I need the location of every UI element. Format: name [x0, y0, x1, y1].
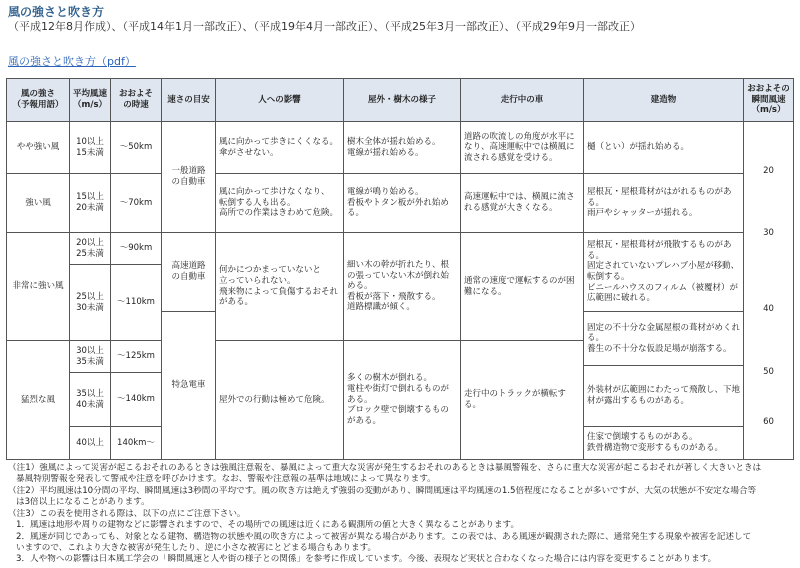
header-approx-kmh: おおよそ の時速	[110, 78, 162, 122]
building-cell: 外装材が広範囲にわたって飛散し、下地材が露出するものがある。	[583, 365, 744, 427]
kmh-value: ～140km	[110, 372, 162, 427]
human-impact-cell: 風に向かって歩きにくくなる。 傘がさせない。	[215, 121, 344, 174]
header-gust-speed: おおよその 瞬間風速 （m/s）	[743, 78, 794, 122]
kmh-value: ～70km	[110, 173, 162, 233]
note-line: （注3）この表を使用される際は、以下の点にご注意下さい。	[8, 508, 246, 519]
building-cell: 固定の不十分な金属屋根の葺材がめくれる。 養生の不十分な仮設足場が崩落する。	[583, 311, 744, 366]
page-title: 風の強さと吹き方	[8, 5, 105, 19]
building-cell: 屋根瓦・屋根葺材が飛散するものがある。 固定されていないプレハブ小屋が移動、転倒する。 ビニールハウスのフィルム（被覆材）が広範囲に破れる。	[583, 232, 744, 312]
human-impact-cell: 風に向かって歩けなくなり、 転倒する人も出る。 高所での作業はきわめて危険。	[215, 173, 344, 233]
header-buildings: 建造物	[583, 78, 744, 122]
revision-history: （平成12年8月作成）、（平成14年1月一部改正）、（平成19年4月一部改正）、（平成25年3月一部改正）、（平成29年9月一部改正）	[8, 20, 641, 33]
note-line: いますので、これより大きな被害が発生したり、逆に小さな被害にとどまる場合もあります。	[16, 542, 377, 553]
moving-car-cell: 高速運転中では、横風に流される感覚が大きくなる。	[460, 173, 584, 233]
kmh-value: 140km～	[110, 426, 162, 460]
kmh-value: ～50km	[110, 121, 162, 174]
pdf-download-link[interactable]: 風の強さと吹き方（pdf）	[8, 55, 136, 68]
header-average-speed: 平均風速 （m/s）	[69, 78, 111, 122]
header-strength: 風の強さ （予報用語）	[6, 78, 70, 122]
kmh-value: ～125km	[110, 340, 162, 373]
human-impact-cell: 何かにつかまっていないと 立っていられない。 飛来物によって負傷するおそれがある。	[215, 232, 344, 341]
note-line: 暴風特別警報を発表して警戒や注意を呼びかけます。なお、警報や注意報の基準は地域によって異なります。	[16, 474, 436, 485]
note-line: は3倍以上になることがあります。	[16, 497, 150, 508]
building-cell: 屋根瓦・屋根葺材がはがれるものがある。 雨戸やシャッターが揺れる。	[583, 173, 744, 233]
outdoor-trees-cell: 細い木の幹が折れたり、根の張っていない木が倒れ始める。 看板が落下・飛散する。 道路標識が傾く。	[343, 232, 461, 341]
header-moving-car: 走行中の車	[460, 78, 584, 122]
gust-speed-value: 30	[763, 227, 774, 238]
table-notes	[8, 463, 794, 566]
wind-strength-table	[6, 78, 794, 508]
average-speed-row: 15以上 20未満	[69, 173, 111, 233]
gust-speed-value: 50	[763, 366, 774, 377]
moving-car-cell: 通常の速度で運転するのが困難になる。	[460, 232, 584, 341]
strength-strong: 強い風	[6, 173, 70, 233]
human-impact-cell: 屋外での行動は極めて危険。	[215, 340, 344, 460]
note-line: 1．風速は地形や周りの建物などに影響されますので、その場所での風速は近くにある観測所の値と大きく異なることがあります。	[16, 520, 520, 531]
header-human-impact: 人への影響	[215, 78, 344, 122]
gust-speed-value: 60	[763, 416, 774, 427]
note-line: （注1）強風によって災害が起こるおそれのあるときは強風注意報を、暴風によって重大な災害が発生するおそれのあるときは暴風警報を、さらに重大な災害が起こるおそれが著しく大きいときは	[8, 463, 762, 473]
kmh-value: ～90km	[110, 232, 162, 265]
note-line: 3．人や物への影響は日本風工学会の「瞬間風速と人や街の様子との関係」を参考に作成しています。今後、表現など実状と合わなくなった場合には内容を変更することがあります。	[16, 554, 717, 565]
outdoor-trees-cell: 電線が鳴り始める。 看板やトタン板が外れ始める。	[343, 173, 461, 233]
average-speed-row: 25以上 30未満	[69, 264, 111, 341]
header-outdoor-trees: 屋外・樹木の様子	[343, 78, 461, 122]
note-line: （注2）平均風速は10分間の平均、瞬間風速は3秒間の平均です。風の吹き方は絶えず強弱の変動があり、瞬間風速は平均風速の1.5倍程度になることが多いですが、大気の状態が不安定な場合等	[8, 485, 757, 496]
strength-very-strong: 非常に強い風	[6, 232, 70, 341]
average-speed-row: 10以上 15未満	[69, 121, 111, 174]
speed-ref-express-train: 特急電車	[161, 311, 216, 460]
strength-violent: 猛烈な風	[6, 340, 70, 460]
average-speed-row: 20以上 25未満	[69, 232, 111, 265]
gust-speed-value: 40	[763, 303, 774, 314]
building-cell: 樋（とい）が揺れ始める。	[583, 121, 744, 174]
building-cell: 住家で倒壊するものがある。 鉄骨構造物で変形するものがある。	[583, 426, 744, 460]
gust-speed-value: 20	[763, 165, 774, 176]
header-speed-reference: 速さの目安	[161, 78, 216, 122]
outdoor-trees-cell: 多くの樹木が倒れる。 電柱や街灯で倒れるものがある。 ブロック壁で倒壊するものがある。	[343, 340, 461, 460]
note-line: 2．風速が同じであっても、対象となる建物、構造物の状態や風の吹き方によって被害が異なる場合があります。この表では、ある風速が観測された際に、通常発生する現象や被害を記述して	[16, 531, 752, 542]
average-speed-row: 35以上 40未満	[69, 372, 111, 427]
moving-car-cell: 道路の吹流しの角度が水平になり、高速運転中では横風に流される感覚を受ける。	[460, 121, 584, 174]
kmh-value: ～110km	[110, 264, 162, 341]
moving-car-cell: 走行中のトラックが横転する。	[460, 340, 584, 460]
strength-moderately-strong: やや強い風	[6, 121, 70, 174]
average-speed-row: 30以上 35未満	[69, 340, 111, 373]
average-speed-row: 40以上	[69, 426, 111, 460]
speed-ref-highway-car: 高速道路 の自動車	[161, 232, 216, 312]
outdoor-trees-cell: 樹木全体が揺れ始める。 電線が揺れ始める。	[343, 121, 461, 174]
speed-ref-local-road-car: 一般道路 の自動車	[161, 121, 216, 233]
